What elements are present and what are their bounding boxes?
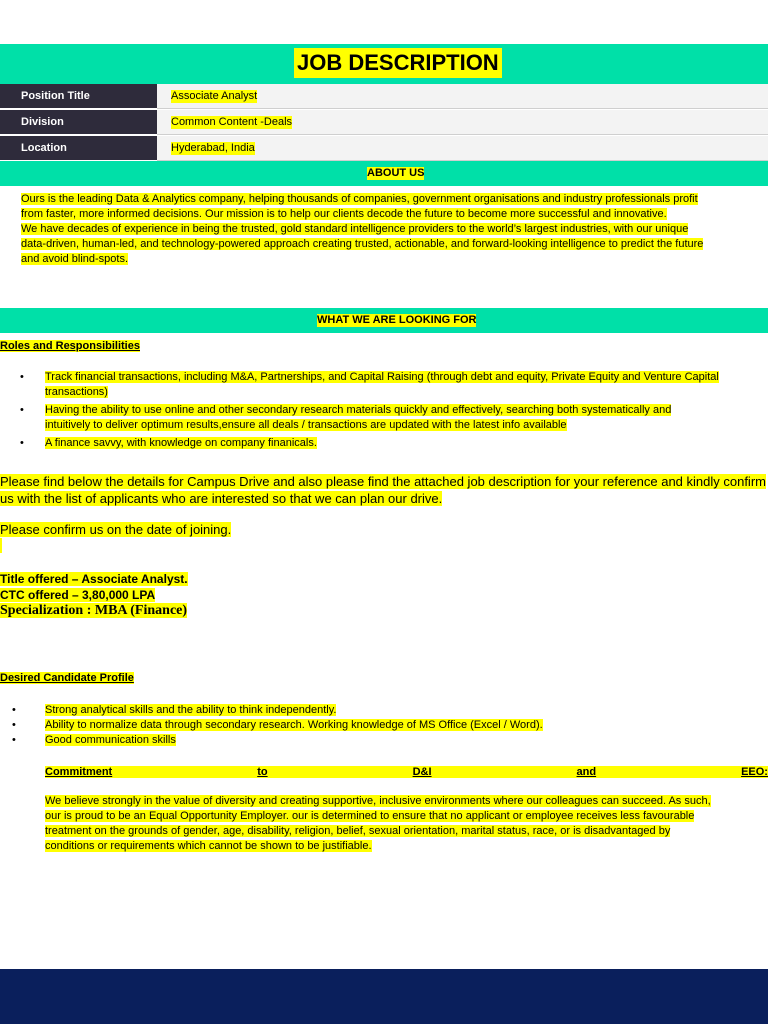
bullet: •: [12, 719, 16, 731]
info-label: Location: [0, 136, 157, 161]
list-item: • Good communication skills: [12, 734, 176, 746]
profile-heading: Desired Candidate Profile: [0, 672, 134, 684]
about-heading: ABOUT US: [367, 167, 425, 179]
title-offered: Title offered – Associate Analyst.: [0, 572, 188, 586]
profile-list: [0, 703, 768, 748]
info-label: Division: [0, 110, 157, 135]
about-line: and avoid blind-spots.: [21, 253, 129, 265]
about-line: We have decades of experience in being the trusted, gold standard intelligence providers to the world’s largest industries, with our unique: [21, 223, 689, 235]
info-value: Common Content -Deals: [171, 116, 293, 128]
info-value-cell: [157, 110, 768, 135]
bullet: •: [12, 734, 16, 746]
info-row-position: [0, 84, 768, 109]
looking-band: [0, 308, 768, 333]
commitment-word: and: [576, 766, 597, 778]
commitment-word: Commitment: [45, 766, 113, 778]
roles-list: [0, 370, 768, 454]
specialization: Specialization : MBA (Finance): [0, 603, 188, 618]
list-item: • Strong analytical skills and the ability to think independently.: [12, 704, 337, 716]
cursor-mark: [0, 538, 2, 553]
info-value: Hyderabad, India: [171, 142, 255, 154]
bullet: •: [20, 437, 24, 449]
list-item: • Having the ability to use online and other secondary research materials quickly and effectively, searching both systematically and intuitively to deliver optimum results,ensure all deals / transactions are updated with the latest info available: [20, 404, 672, 431]
campus-paragraph: Please find below the details for Campus Drive and also please find the attached job description for your reference and kindly confirm us with the list of applicants who are interested so that we can plan our drive.: [0, 474, 766, 506]
info-label: Position Title: [0, 84, 157, 109]
roles-heading: Roles and Responsibilities: [0, 340, 140, 352]
footer-band: [0, 969, 768, 1024]
commitment-word: EEO:: [741, 766, 768, 778]
commitment-line: our is proud to be an Equal Opportunity Employer. our is determined to ensure that no applicant or employee receives less favourable: [45, 810, 695, 822]
info-row-location: [0, 136, 768, 161]
info-row-division: [0, 110, 768, 135]
bullet: •: [20, 404, 24, 416]
bullet: •: [12, 704, 16, 716]
list-item: • Track financial transactions, including M&A, Partnerships, and Capital Raising (through debt and equity, Private Equity and Venture Capital transactions): [20, 371, 719, 398]
commitment-word: to: [257, 766, 268, 778]
info-value-cell: [157, 84, 768, 109]
about-paragraph: [21, 192, 768, 267]
about-band: [0, 161, 768, 186]
bullet: •: [20, 371, 24, 383]
about-line: Ours is the leading Data & Analytics company, helping thousands of companies, government organisations and industry professionals profit: [21, 193, 698, 205]
confirm-line: Please confirm us on the date of joining.: [0, 522, 232, 537]
looking-heading: WHAT WE ARE LOOKING FOR: [317, 314, 477, 326]
info-value: Associate Analyst: [171, 90, 258, 102]
commitment-paragraph: [45, 794, 768, 854]
about-line: data-driven, human-led, and technology-powered approach creating trusted, actionable, and forward-looking intelligence to predict the future: [21, 238, 704, 250]
about-line: from faster, more informed decisions. Our mission is to help our clients decode the future to become more successful and innovative.: [21, 208, 667, 220]
info-value-cell: [157, 136, 768, 161]
ctc-offered: CTC offered – 3,80,000 LPA: [0, 588, 156, 602]
title-band: [0, 44, 768, 84]
list-item: • Ability to normalize data through secondary research. Working knowledge of MS Office (Excel / Word).: [12, 719, 543, 731]
page-title: JOB DESCRIPTION: [294, 48, 502, 78]
commitment-heading: [45, 766, 768, 778]
commitment-line: conditions or requirements which cannot be shown to be justifiable.: [45, 840, 372, 852]
commitment-word: D&I: [412, 766, 432, 778]
commitment-line: treatment on the grounds of gender, age, disability, religion, belief, sexual orientation, marital status, race, or is disadvantaged by: [45, 825, 671, 837]
list-item: • A finance savvy, with knowledge on company finanicals.: [20, 437, 317, 449]
commitment-line: We believe strongly in the value of diversity and creating supportive, inclusive environments where our colleagues can succeed. As such,: [45, 795, 711, 807]
